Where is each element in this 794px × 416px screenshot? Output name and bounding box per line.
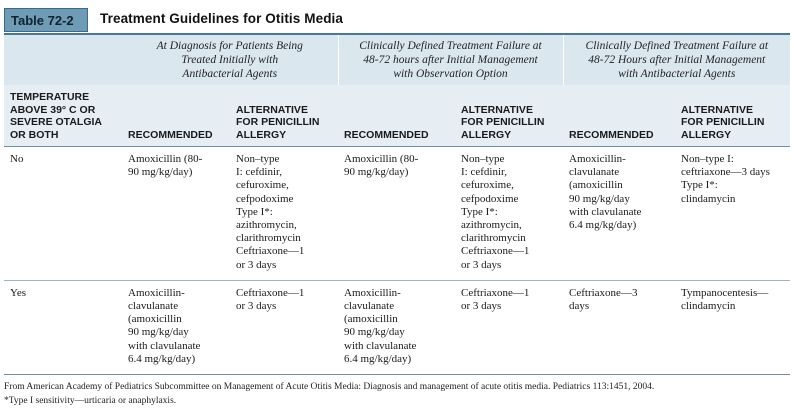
column-header-alternative: ALTERNATIVE FOR PENICILLIN ALLERGY	[675, 85, 790, 147]
table-cell: Ceftriaxone—3 days	[569, 286, 638, 313]
group-header-row	[4, 35, 790, 85]
group-header-blank	[4, 35, 122, 85]
table-cell: Ceftriaxone—1 or 3 days	[461, 286, 530, 313]
source-footnote: From American Academy of Pediatrics Subcommittee on Management of Acute Otitis Media: Diagnosis and management of acute otitis media. Pediatrics 113:1451, 2004.	[4, 382, 655, 392]
row-condition: No	[10, 153, 24, 165]
table-cell: Ceftriaxone—1 or 3 days	[236, 286, 305, 313]
column-header-row	[4, 85, 790, 147]
table-cell: Non–type I: cefdinir, cefuroxime, cefpodoxime Type I*: azithromycin, clarithromycin Ceftriaxone—1 or 3 days	[461, 153, 530, 271]
column-header-recommended: RECOMMENDED	[563, 85, 675, 147]
column-header-alternative: ALTERNATIVE FOR PENICILLIN ALLERGY	[230, 85, 338, 147]
table-cell: Amoxicillin- clavulanate (amoxicillin 90 mg/kg/day with clavulanate 6.4 mg/kg/day)	[128, 286, 201, 365]
table-title-bar	[4, 8, 790, 34]
column-header-alternative: ALTERNATIVE FOR PENICILLIN ALLERGY	[455, 85, 563, 147]
group-header-initial: At Diagnosis for Patients Being Treated Initially with Antibacterial Agents	[122, 35, 338, 85]
table-label: Table 72-2	[4, 8, 88, 32]
table-cell: Non–type I: cefdinir, cefuroxime, cefpodoxime Type I*: azithromycin, clarithromycin Ceftriaxone—1 or 3 days	[236, 153, 305, 271]
guidelines-table	[4, 35, 790, 375]
table-cell: Non–type I: ceftriaxone—3 days Type I*: clindamycin	[681, 153, 770, 205]
table-bottom-divider	[4, 374, 790, 375]
table-row	[4, 147, 790, 281]
group-header-antibacterial-failure: Clinically Defined Treatment Failure at 48-72 Hours after Initial Management with Antibacterial Agents	[563, 35, 790, 85]
row-condition: Yes	[10, 286, 27, 299]
type-i-footnote: *Type I sensitivity—urticaria or anaphylaxis.	[4, 396, 177, 406]
table-cell: Amoxicillin- clavulanate (amoxicillin 90 mg/kg/day with clavulanate 6.4 mg/kg/day)	[344, 286, 417, 365]
table-cell: Tympanocentesis— clindamycin	[681, 286, 769, 313]
column-header-recommended: RECOMMENDED	[122, 85, 230, 147]
table-cell: Amoxicillin- clavulanate (amoxicillin 90 mg/kg/day with clavulanate 6.4 mg/kg/day)	[569, 153, 642, 232]
table-cell: Amoxicillin (80- 90 mg/kg/day)	[344, 153, 419, 179]
table-title: Treatment Guidelines for Otitis Media	[100, 11, 343, 26]
column-header-condition: TEMPERATURE ABOVE 39° C OR SEVERE OTALGIA OR BOTH	[4, 85, 122, 147]
group-header-observation-failure: Clinically Defined Treatment Failure at 48-72 hours after Initial Management with Observation Option	[338, 35, 563, 85]
column-header-recommended: RECOMMENDED	[338, 85, 455, 147]
table-cell: Amoxicillin (80- 90 mg/kg/day)	[128, 153, 203, 179]
table-row	[4, 280, 790, 375]
